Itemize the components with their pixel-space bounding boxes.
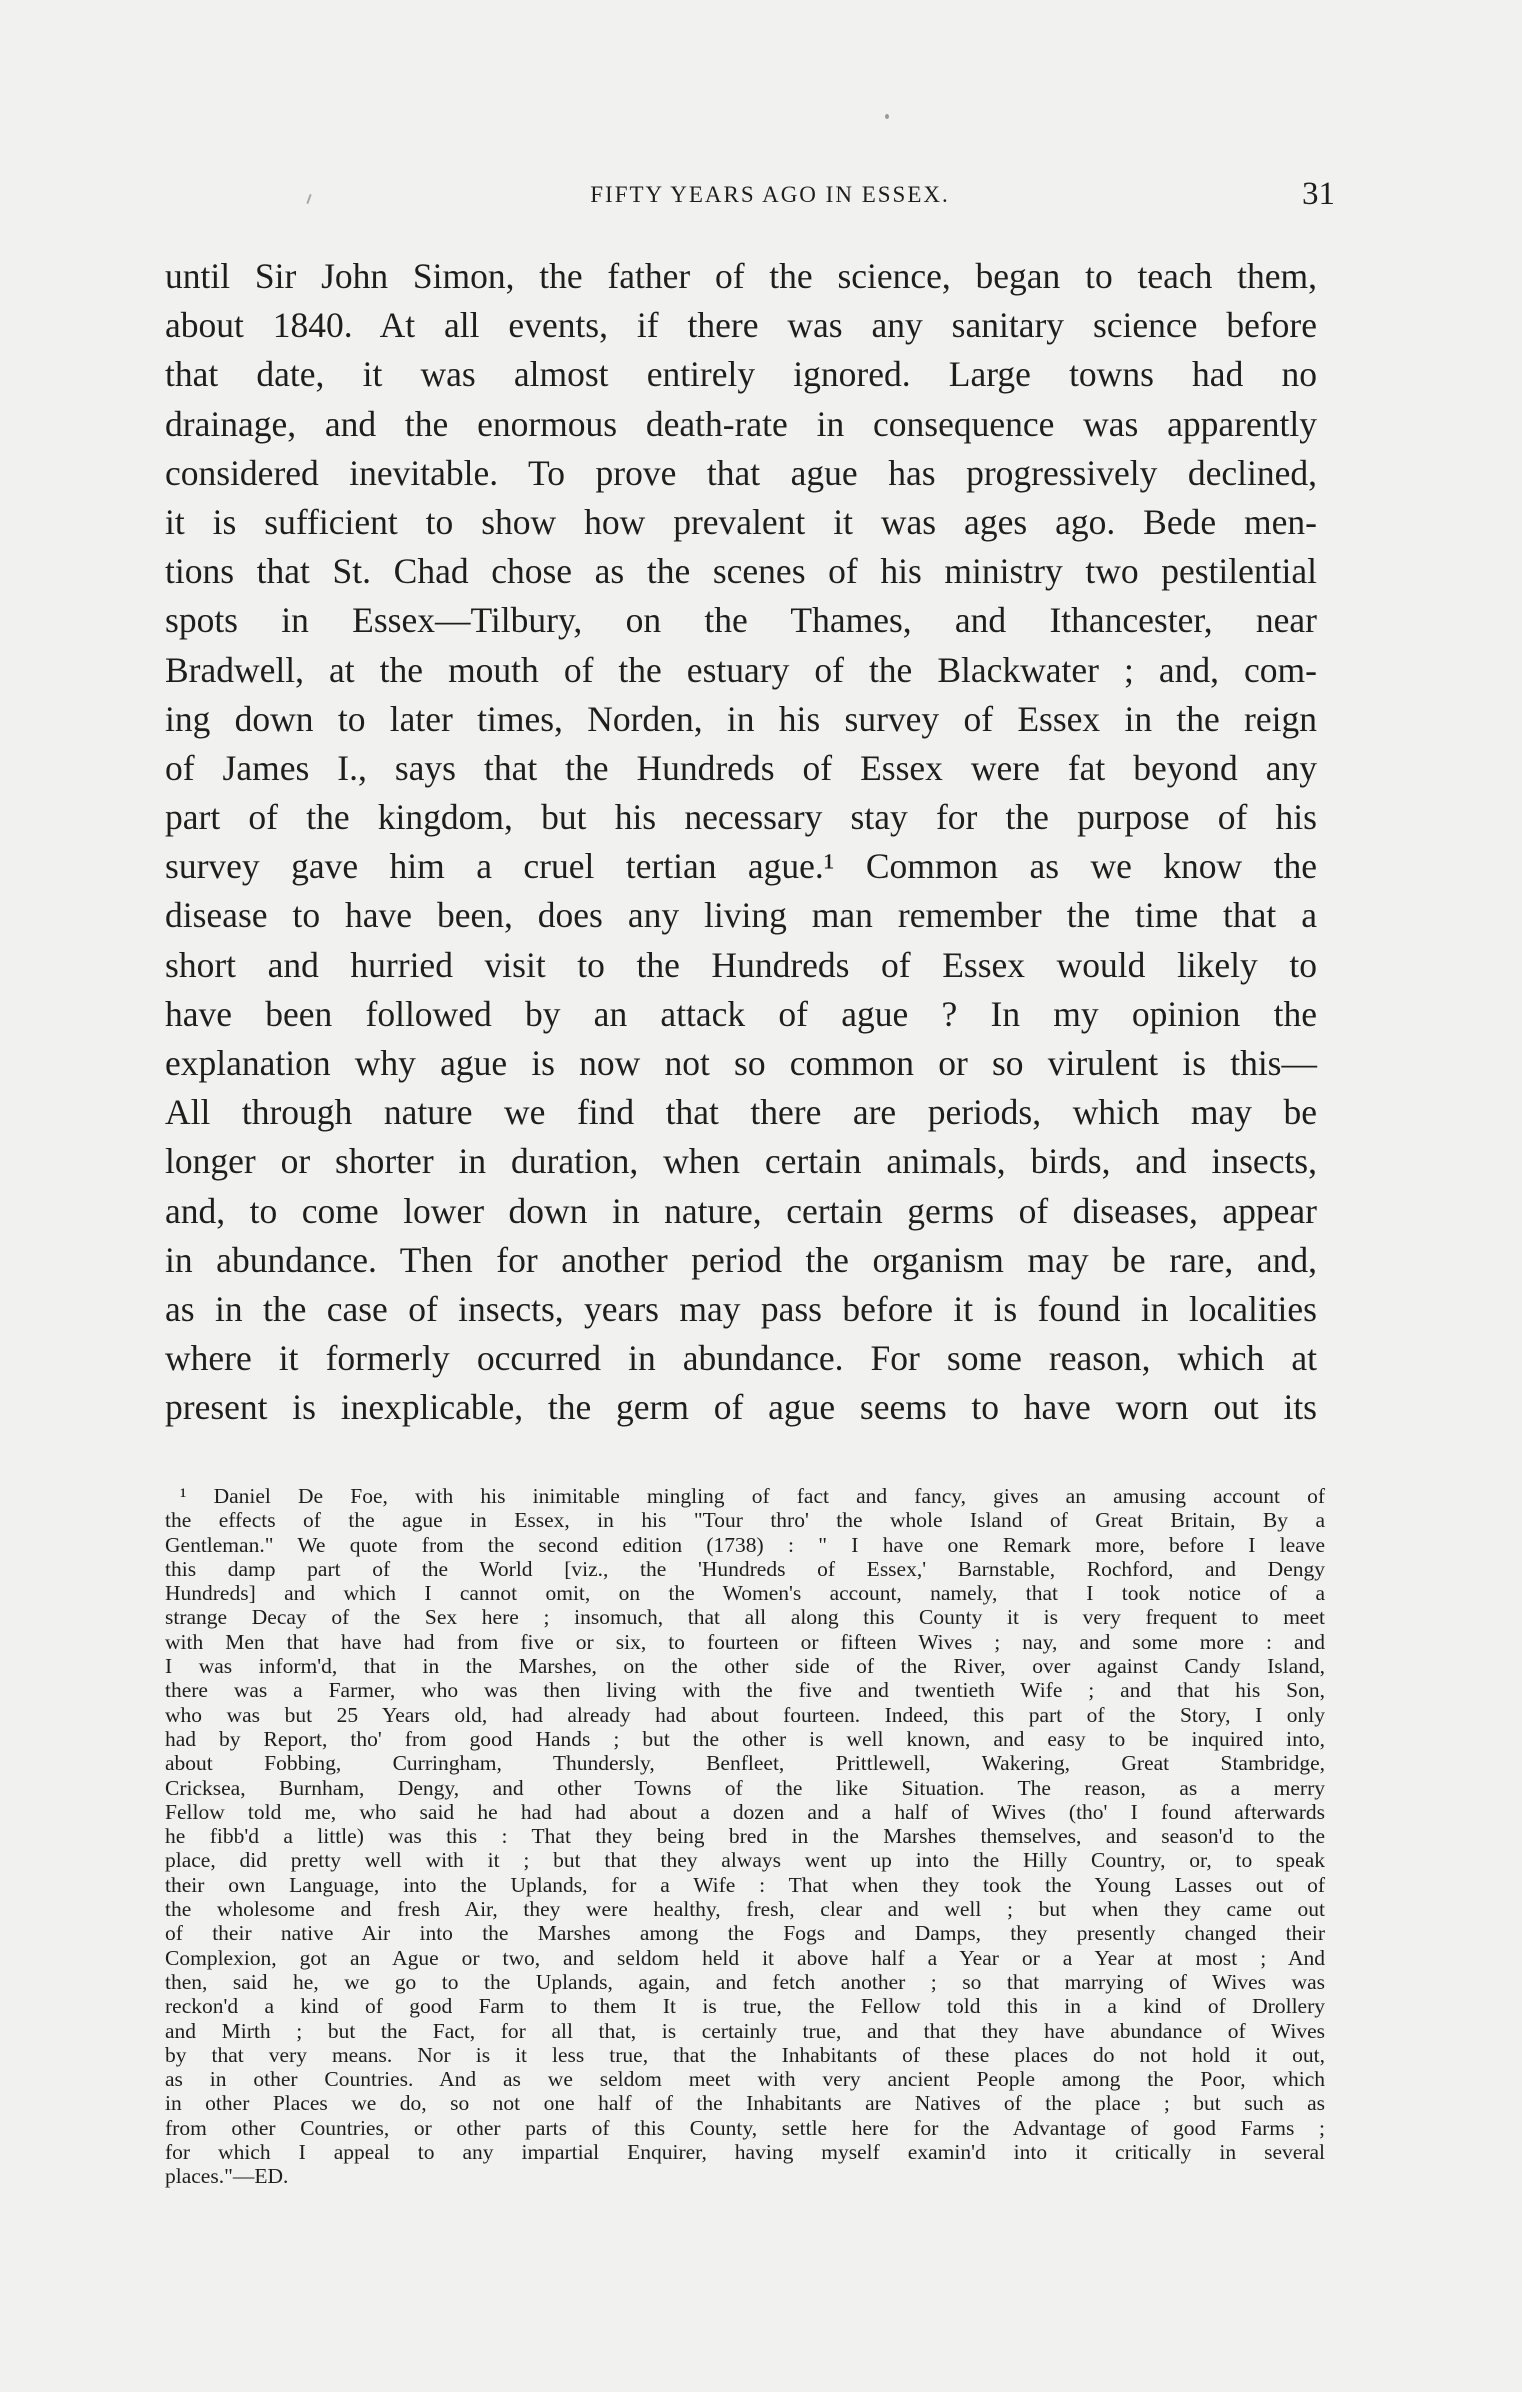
footnote-line: their own Language, into the Uplands, for a Wife : That when they took the Young Lasses out of xyxy=(165,1872,1325,1897)
body-line: spots in Essex—Tilbury, on the Thames, and Ithancester, near xyxy=(165,600,1317,641)
footnote-line: place, did pretty well with it ; but that they always went up into the Hilly Country, or, to speak xyxy=(165,1848,1325,1873)
body-line: where it formerly occurred in abundance. For some reason, which at xyxy=(165,1338,1317,1379)
body-line: explanation why ague is now not so common or so virulent is this— xyxy=(165,1043,1317,1083)
body-line: considered inevitable. To prove that ague has progressively declined, xyxy=(165,452,1317,493)
body-line: it is sufficient to show how prevalent it was ages ago. Bede men- xyxy=(165,501,1317,542)
footnote-line: by that very means. Nor is it less true, that the Inhabitants of these places do not hold it out, xyxy=(165,2042,1325,2067)
footnote-line: the wholesome and fresh Air, they were healthy, fresh, clear and well ; but when they came out xyxy=(165,1897,1325,1922)
body-line: survey gave him a cruel tertian ague.¹ Common as we know the xyxy=(165,846,1317,887)
body-line: Bradwell, at the mouth of the estuary of the Blackwater ; and, com- xyxy=(165,649,1317,690)
body-line: and, to come lower down in nature, certain germs of diseases, appear xyxy=(165,1190,1317,1231)
footnote-line: Cricksea, Burnham, Dengy, and other Towns of the like Situation. The reason, as a merry xyxy=(165,1775,1325,1800)
print-speck xyxy=(885,114,889,119)
body-line: as in the case of insects, years may pass before it is found in localities xyxy=(165,1288,1317,1329)
footnote-line: as in other Countries. And as we seldom meet with very ancient People among the Poor, which xyxy=(165,2067,1325,2092)
footnote-line: and Mirth ; but the Fact, for all that, is certainly true, and that they have abundance of Wives xyxy=(165,2018,1325,2043)
body-line: longer or shorter in duration, when certain animals, birds, and insects, xyxy=(165,1141,1317,1182)
footnote-line: Complexion, got an Ague or two, and seldom held it above half a Year or a Year at most ; And xyxy=(165,1945,1325,1970)
footnote-line: Gentleman." We quote from the second edition (1738) : " I have one Remark more, before I leave xyxy=(165,1532,1325,1557)
footnote-line: for which I appeal to any impartial Enquirer, having myself examin'd into it critically in several xyxy=(165,2140,1325,2165)
body-line: part of the kingdom, but his necessary stay for the purpose of his xyxy=(165,797,1317,838)
footnote xyxy=(165,1484,1325,2189)
footnote-line: the effects of the ague in Essex, in his "Tour thro' the whole Island of Great Britain, By a xyxy=(165,1508,1325,1533)
body-text xyxy=(165,252,1317,1433)
footnote-line: then, said he, we go to the Uplands, again, and fetch another ; so that marrying of Wives was xyxy=(165,1969,1325,1994)
footnote-line: with Men that have had from five or six, to fourteen or fifteen Wives ; nay, and some more : and xyxy=(165,1629,1325,1654)
body-line: of James I., says that the Hundreds of Essex were fat beyond any xyxy=(165,747,1317,788)
footnote-line: he fibb'd a little) was this : That they being bred in the Marshes themselves, and season'd to the xyxy=(165,1824,1325,1849)
footnote-line: strange Decay of the Sex here ; insomuch, that all along this County it is very frequent to meet xyxy=(165,1605,1325,1630)
footnote-line: about Fobbing, Curringham, Thundersly, Benfleet, Prittlewell, Wakering, Great Stambridge, xyxy=(165,1751,1325,1776)
body-line: in abundance. Then for another period the organism may be rare, and, xyxy=(165,1239,1317,1280)
footnote-line: I was inform'd, that in the Marshes, on the other side of the River, over against Candy Island, xyxy=(165,1654,1325,1679)
body-line: have been followed by an attack of ague ? In my opinion the xyxy=(165,993,1317,1034)
footnote-line: Hundreds] and which I cannot omit, on the Women's account, namely, that I took notice of a xyxy=(165,1581,1325,1606)
footnote-line: had by Report, tho' from good Hands ; but the other is well known, and easy to be inquired into, xyxy=(165,1726,1325,1751)
body-line: disease to have been, does any living man remember the time that a xyxy=(165,895,1317,936)
body-line: ing down to later times, Norden, in his survey of Essex in the reign xyxy=(165,698,1317,739)
page-header xyxy=(165,176,1335,216)
page-number: 31 xyxy=(1302,176,1335,212)
body-line: present is inexplicable, the germ of ague seems to have worn out its xyxy=(165,1387,1317,1428)
body-line: about 1840. At all events, if there was any sanitary science before xyxy=(165,305,1317,346)
footnote-line: who was but 25 Years old, had already had about fourteen. Indeed, this part of the Story, I only xyxy=(165,1702,1325,1727)
footnote-line: reckon'd a kind of good Farm to them It is true, the Fellow told this in a kind of Drollery xyxy=(165,1994,1325,2019)
footnote-line: of their native Air into the Marshes among the Fogs and Damps, they presently changed their xyxy=(165,1921,1325,1946)
footnote-line: from other Countries, or other parts of this County, settle here for the Advantage of good Farms ; xyxy=(165,2115,1325,2140)
body-line: until Sir John Simon, the father of the science, began to teach them, xyxy=(165,256,1317,296)
body-line: short and hurried visit to the Hundreds of Essex would likely to xyxy=(165,944,1317,985)
body-line: that date, it was almost entirely ignored. Large towns had no xyxy=(165,354,1317,395)
footnote-line: ¹ Daniel De Foe, with his inimitable mingling of fact and fancy, gives an amusing account of xyxy=(180,1484,1325,1508)
footnote-line: Fellow told me, who said he had had about a dozen and a half of Wives (tho' I found afterwards xyxy=(165,1799,1325,1824)
body-line: drainage, and the enormous death-rate in consequence was apparently xyxy=(165,403,1317,444)
body-line: All through nature we find that there are periods, which may be xyxy=(165,1092,1317,1133)
footnote-line: places."—ED. xyxy=(165,2164,289,2189)
running-head: FIFTY YEARS AGO IN ESSEX. xyxy=(590,182,950,207)
footnote-line: there was a Farmer, who was then living with the five and twentieth Wife ; and that his Son, xyxy=(165,1678,1325,1703)
footnote-line: in other Places we do, so not one half of the Inhabitants are Natives of the place ; but such as xyxy=(165,2091,1325,2116)
body-line: tions that St. Chad chose as the scenes of his ministry two pestilential xyxy=(165,551,1317,592)
footnote-line: this damp part of the World [viz., the 'Hundreds of Essex,' Barnstable, Rochford, and Dengy xyxy=(165,1556,1325,1581)
